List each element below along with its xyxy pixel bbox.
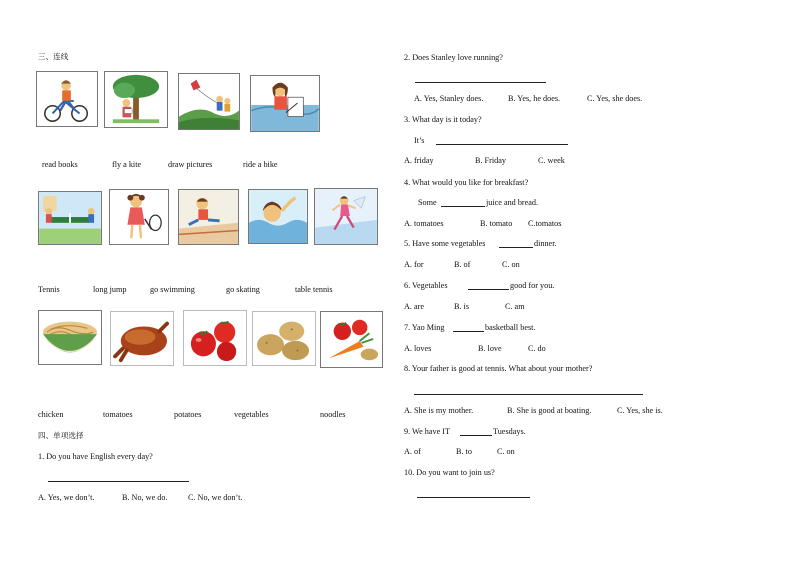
q2-option-a: A. Yes, Stanley does. xyxy=(414,94,484,103)
q2-option-c: C. Yes, she does. xyxy=(587,94,643,103)
q7-option-c: C. do xyxy=(528,344,546,353)
q8-option-a: A. She is my mother. xyxy=(404,406,474,415)
picture-fly-kite xyxy=(178,73,240,130)
q3-question: 3. What day is it today? xyxy=(404,115,482,124)
label-potatoes: potatoes xyxy=(174,410,202,419)
picture-read-books xyxy=(104,71,168,128)
picture-swimming xyxy=(248,189,308,244)
q7-option-a: A. loves xyxy=(404,344,432,353)
label-noodles: noodles xyxy=(320,410,346,419)
q7-question-end: basketball best. xyxy=(485,323,536,332)
q5-question-end: dinner. xyxy=(534,239,557,248)
q3-option-a: A. friday xyxy=(404,156,434,165)
q1-question: 1. Do you have English every day? xyxy=(38,452,153,461)
q4-option-c: C.tomatos xyxy=(528,219,562,228)
picture-long-jump xyxy=(178,189,239,245)
label-vegetables: vegetables xyxy=(234,410,269,419)
q3-option-b: B. Friday xyxy=(475,156,506,165)
q5-answer-line[interactable] xyxy=(499,247,533,248)
picture-noodles xyxy=(38,310,102,365)
q6-answer-line[interactable] xyxy=(468,289,509,290)
q9-option-a: A. of xyxy=(404,447,421,456)
q10-answer-line[interactable] xyxy=(417,497,530,498)
q9-option-c: C. on xyxy=(497,447,515,456)
q5-question: 5. Have some vegetables xyxy=(404,239,486,248)
q8-answer-line[interactable] xyxy=(414,394,643,395)
q6-option-c: C. am xyxy=(505,302,525,311)
q7-question: 7. Yao Ming xyxy=(404,323,445,332)
q3-prompt: It’s xyxy=(414,136,425,145)
picture-draw-pictures xyxy=(250,75,320,132)
label-tennis: Tennis xyxy=(38,285,60,294)
section-3-title: 三、连线 xyxy=(38,52,69,61)
q5-option-a: A. for xyxy=(404,260,424,269)
q4-question: 4. What would you like for breakfast? xyxy=(404,178,529,187)
label-table-tennis: table tennis xyxy=(295,285,333,294)
picture-tennis xyxy=(109,189,169,245)
label-long-jump: long jump xyxy=(93,285,127,294)
label-fly-a-kite: fly a kite xyxy=(112,160,142,169)
label-draw-pictures: draw pictures xyxy=(168,160,213,169)
q4-option-b: B. tomato xyxy=(480,219,513,228)
picture-vegetables xyxy=(320,311,383,368)
q1-option-c: C. No, we don’t. xyxy=(188,493,243,502)
q8-option-b: B. She is good at boating. xyxy=(507,406,592,415)
q4-prompt-some: Some xyxy=(418,198,437,207)
q9-answer-line[interactable] xyxy=(460,435,492,436)
q1-option-b: B. No, we do. xyxy=(122,493,168,502)
picture-potatoes xyxy=(252,311,316,366)
label-read-books: read books xyxy=(42,160,78,169)
q5-option-b: B. of xyxy=(454,260,471,269)
section-4-title: 四、单项选择 xyxy=(38,431,84,440)
q4-answer-line[interactable] xyxy=(441,206,485,207)
picture-table-tennis xyxy=(38,191,102,245)
label-go-skating: go skating xyxy=(226,285,260,294)
picture-tomatoes xyxy=(183,310,247,366)
q9-option-b: B. to xyxy=(456,447,472,456)
label-chicken: chicken xyxy=(38,410,64,419)
q6-question-end: good for you. xyxy=(510,281,555,290)
q3-option-c: C. week xyxy=(538,156,565,165)
q2-question: 2. Does Stanley love running? xyxy=(404,53,503,62)
q4-prompt-rest: juice and bread. xyxy=(486,198,539,207)
q9-question: 9. We have IT xyxy=(404,427,451,436)
q1-answer-line[interactable] xyxy=(48,481,189,482)
label-tomatoes: tomatoes xyxy=(103,410,133,419)
q2-answer-line[interactable] xyxy=(415,82,546,83)
q5-option-c: C. on xyxy=(502,260,520,269)
q7-answer-line[interactable] xyxy=(453,331,484,332)
q4-option-a: A. tomatoes xyxy=(404,219,444,228)
picture-ride-bike xyxy=(36,71,98,127)
label-go-swimming: go swimming xyxy=(150,285,195,294)
picture-chicken xyxy=(110,311,174,366)
q10-question: 10. Do you want to join us? xyxy=(404,468,495,477)
q6-question: 6. Vegetables xyxy=(404,281,448,290)
label-ride-a-bike: ride a bike xyxy=(243,160,278,169)
q6-option-b: B. is xyxy=(454,302,470,311)
q8-option-c: C. Yes, she is. xyxy=(617,406,663,415)
q3-answer-line[interactable] xyxy=(436,144,568,145)
q8-question: 8. Your father is good at tennis. What about your mother? xyxy=(404,364,593,373)
q2-option-b: B. Yes, he does. xyxy=(508,94,561,103)
q1-option-a: A. Yes, we don’t. xyxy=(38,493,95,502)
picture-skating xyxy=(314,188,378,245)
q9-question-end: Tuesdays. xyxy=(493,427,526,436)
q6-option-a: A. are xyxy=(404,302,425,311)
q7-option-b: B. love xyxy=(478,344,502,353)
